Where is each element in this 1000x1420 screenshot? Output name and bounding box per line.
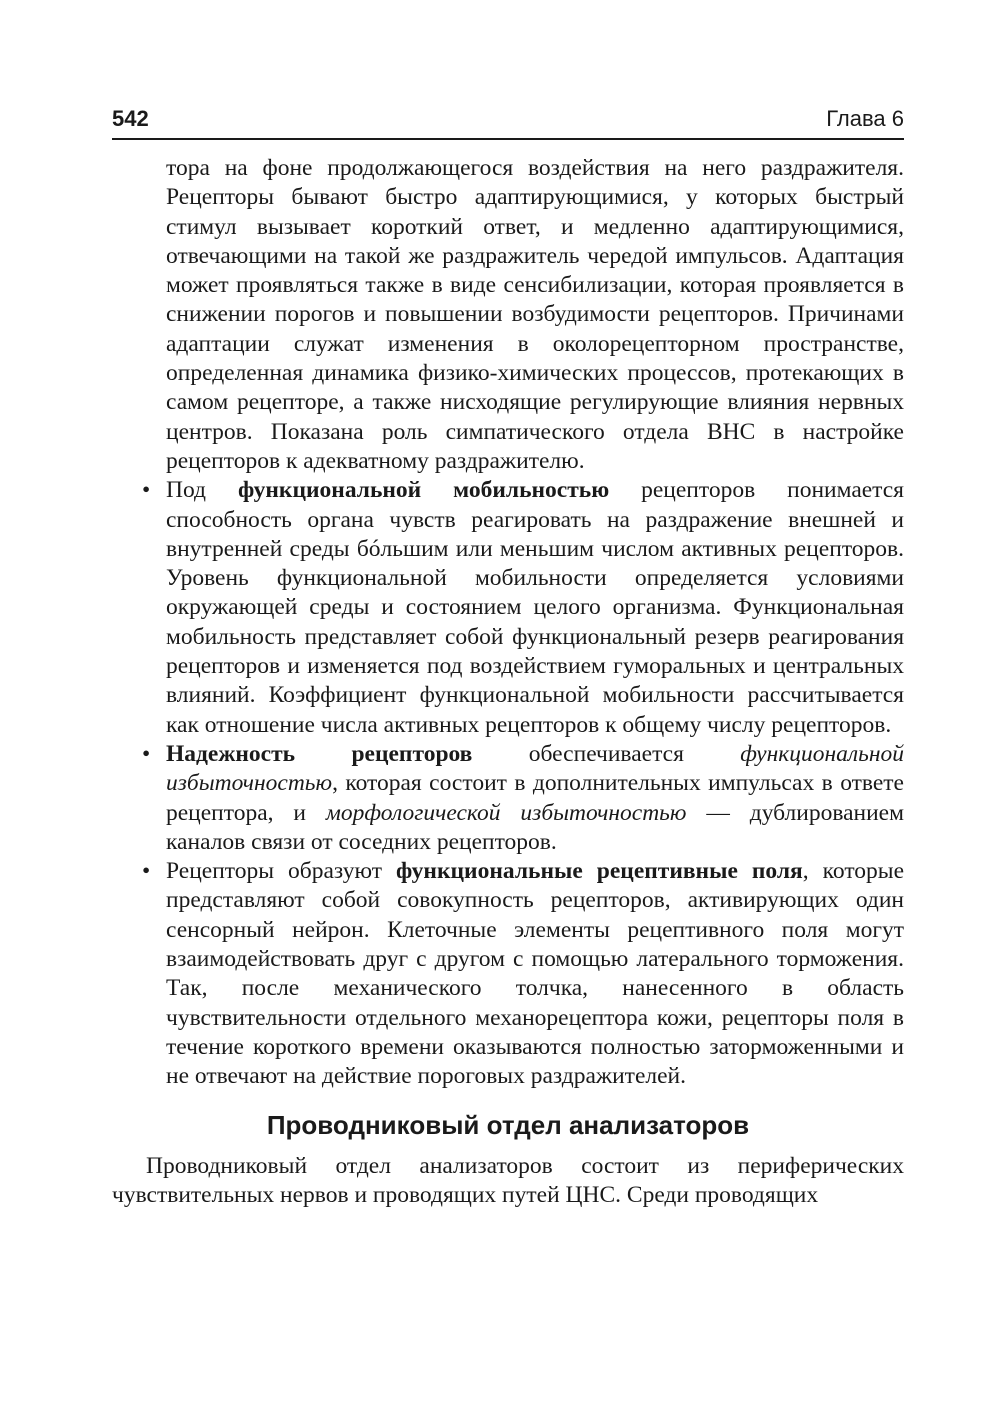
header-rule bbox=[112, 138, 904, 140]
italic-term: функциональной избыточностью bbox=[166, 740, 905, 797]
bullet-item-receptor-reliability bbox=[112, 740, 904, 857]
bold-term: функциональной мобильностью bbox=[237, 477, 610, 504]
bullet-text: рецепторов понимается способность органа чувств реагировать на раздражение внешней и внутренней среды бóльшим или меньшим числом активных рецепторов. Уровень функциональной мобильности определяется условиями окружающей среды и состоянием целого организма. Функциональная мобильность представляет собой функциональный резерв реагирования рецепторов и изменяется под воздействием гуморальных и центральных влияний. Коэффициент функциональной мобильности рассчитывается как отношение числа активных рецепторов к общему числу рецепторов. bbox=[166, 477, 904, 738]
page-header bbox=[112, 106, 904, 136]
section-heading: Проводниковый отдел анализаторов bbox=[266, 1109, 750, 1140]
bullet-text: , которые представляют собой совокупность рецепторов, активирующих один сенсорный нейрон. Клеточные элементы рецептивного поля могут взаимодействовать друг с другом с помощью латерального торможения. Так, после механического толчка, нанесенного в область чувствительности отдельного механорецептора кожи, рецепторы поля в течение короткого времени оказываются полностью заторможенными и не отвечают на действие пороговых раздражителей. bbox=[166, 858, 905, 1090]
running-head: Глава 6 bbox=[826, 106, 904, 131]
bullet-text: Рецепторы образуют bbox=[166, 858, 396, 885]
italic-term: морфологической избыточностью bbox=[325, 799, 687, 826]
page-content bbox=[112, 154, 904, 1210]
bullet-list bbox=[112, 476, 904, 1091]
bullet-icon: • bbox=[142, 477, 151, 504]
bullet-icon: • bbox=[142, 858, 151, 885]
bullet-item-functional-mobility bbox=[112, 476, 904, 740]
section-paragraph: Проводниковый отдел анализаторов состоит из периферических чувствительных нервов и проводящих путей ЦНС. Среди проводящих bbox=[112, 1152, 904, 1208]
bullet-item-receptive-fields bbox=[112, 857, 904, 1091]
bullet-text: — дублированием каналов связи от соседних рецепторов. bbox=[166, 799, 904, 855]
bold-term: функциональные рецептивные поля bbox=[396, 858, 803, 885]
bullet-text: , которая состоит в дополнительных импульсах в ответе рецептора, и bbox=[166, 770, 904, 826]
bullet-text: Под bbox=[166, 477, 238, 504]
bullet-text: обеспечивается bbox=[472, 740, 741, 767]
page-number: 542 bbox=[112, 106, 149, 131]
bullet-icon: • bbox=[142, 740, 151, 767]
bold-term: Надежность рецепторов bbox=[166, 740, 473, 767]
continuation-paragraph: тора на фоне продолжающегося воздействия на него раздражителя. Рецепторы бывают быстро адаптирующимися, у которых быстрый стимул вызывает короткий ответ, и медленно адаптирующимися, отвечающими на такой же раздражитель чередой импульсов. Адаптация может проявляться также в виде сенсибилизации, которая проявляется в снижении порогов и повышении возбудимости рецепторов. Причинами адаптации служат изменения в околорецепторном пространстве, определенная динамика физико-химических процессов, протекающих в самом рецепторе, а также нисходящие регулирующие влияния нервных центров. Показана роль симпатического отдела ВНС в настройке рецепторов к адекватному раздражителю. bbox=[166, 155, 904, 474]
